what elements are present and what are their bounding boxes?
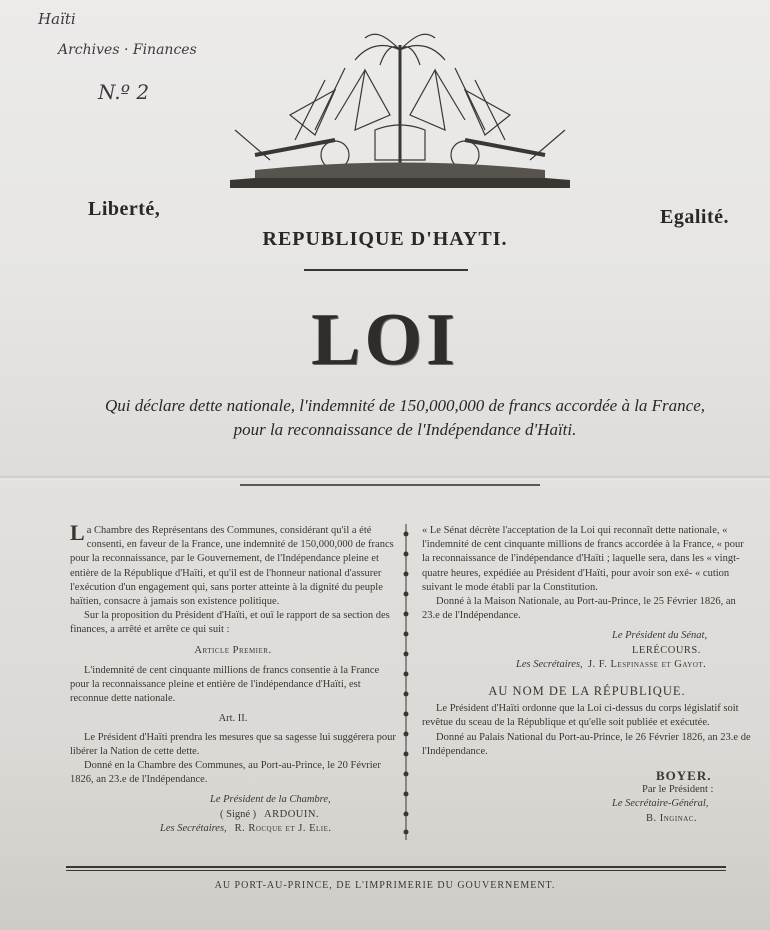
- printer-imprint: AU PORT-AU-PRINCE, DE L'IMPRIMERIE DU GOUVERNEMENT.: [214, 880, 556, 891]
- ardouin-name: ARDOUIN.: [264, 808, 320, 820]
- column-divider-ornament: [398, 524, 414, 840]
- senate-secretaries-label: Les Secrétaires,: [516, 658, 583, 670]
- motto-egalite: Egalité.: [660, 206, 729, 228]
- signed-mark: ( Signé ): [220, 808, 257, 820]
- handwritten-note-line1: Haïti: [38, 10, 76, 28]
- preamble-text: a Chambre des Représentans des Communes, considérant qu'il a été consenti, en faveur de la France, une indemnité de 150,000,000 de francs pour la reconnaissance, par le Gouvernement, de l'Indépendance pleine et entière de la République d'Haïti, et qu'il est de l'honneur national d'assurer l'exécution d'un engagement qui, sans porter atteinte à la dignité du peuple haïtien, consacre à jamais son existence politique.: [70, 525, 394, 608]
- document-subtitle: Qui déclare dette nationale, l'indemnité de 150,000,000 de francs accordée à la France, pour la reconnaissance de l'Indépendance d'Haïti.: [104, 396, 706, 439]
- senate-decree-text: « Le Sénat décrète l'acceptation de la Loi qui reconnaît dette nationale, « l'indemnité de cent cinquante millions de francs accordée à la France, « pour la reconnaissance de l'indépendance d'Haïti ; laquelle sera, dans les « vingt-quatre heures, expédiée au Président d'Haïti, pour avoir son exé- « cution suivant le mode établi par la Constitution.: [422, 525, 744, 593]
- republic-heading: REPUBLIQUE D'HAYTI.: [262, 228, 508, 250]
- handwritten-note-line2: Archives · Finances: [58, 42, 197, 58]
- footer-rule-thin: [66, 870, 726, 871]
- chamber-secretaries: [70, 822, 396, 836]
- article-two-heading: Art. II.: [218, 713, 248, 725]
- senate-secretaries-names: J. F. Lespinasse et Gayot.: [587, 658, 707, 670]
- dropcap-letter: L: [70, 520, 85, 545]
- left-column: [70, 520, 396, 836]
- motto-liberte: Liberté,: [88, 198, 161, 220]
- par-le-president: Par le Président :: [642, 784, 714, 796]
- footer-rule: [66, 866, 726, 868]
- preamble-paragraph: [70, 520, 396, 609]
- chamber-president-title: Le Président de la Chambre,: [210, 794, 331, 806]
- palace-date-line: Donné au Palais National du Port-au-Prince, le 26 Février 1826, an 23.e de l'Indépendance.: [422, 731, 751, 757]
- ornamental-rule: [304, 269, 468, 271]
- boyer-signature: BOYER.: [656, 768, 712, 784]
- handwritten-note-number: N.º 2: [98, 80, 150, 104]
- chamber-date-line: Donné en la Chambre des Communes, au Port-au-Prince, le 20 Février 1826, an 23.e de l'Indépendance.: [70, 760, 381, 786]
- chamber-secretaries-label: Les Secrétaires,: [160, 822, 227, 834]
- document-title: LOI: [311, 299, 459, 381]
- right-column: [422, 524, 752, 826]
- senate-date-line: Donné à la Maison Nationale, au Port-au-Prince, le 25 Février 1826, an 23.e de l'Indépendance.: [422, 596, 736, 622]
- president-order-text: Le Président d'Haïti ordonne que la Loi ci-dessus du corps législatif soit revêtue du sceau de la République et qu'elle soit publiée et exécutée.: [422, 703, 739, 729]
- proposition-paragraph: Sur la proposition du Président d'Haïti, et ouï le rapport de sa section des finances, a arrêté et arrête ce qui suit :: [70, 610, 390, 636]
- paper-fold-line: [0, 476, 770, 480]
- inginac-name: B. Inginac.: [646, 812, 698, 824]
- article-one-text: L'indemnité de cent cinquante millions de francs consentie à la France pour la reconnaissance pleine et entière de l'indépendance d'Haïti, est reconnue dette nationale.: [70, 664, 380, 705]
- section-rule: [240, 484, 540, 486]
- article-two-text: Le Président d'Haïti prendra les mesures que sa sagesse lui suggérera pour libérer la Nation de cette dette.: [70, 731, 396, 757]
- senate-secretaries: [422, 658, 752, 672]
- chamber-president-signature: [70, 808, 396, 822]
- senate-president-title: Le Président du Sénat,: [612, 630, 708, 642]
- secretary-general-title: Le Secrétaire-Général,: [612, 798, 709, 810]
- article-one-heading: Article Premier.: [194, 644, 272, 656]
- au-nom-heading: AU NOM DE LA RÉPUBLIQUE.: [488, 684, 686, 699]
- senate-president-name: LERÉCOURS.: [632, 644, 701, 656]
- coat-of-arms-emblem: [215, 20, 585, 190]
- chamber-secretaries-names: R. Rocque et J. Elie.: [234, 822, 332, 834]
